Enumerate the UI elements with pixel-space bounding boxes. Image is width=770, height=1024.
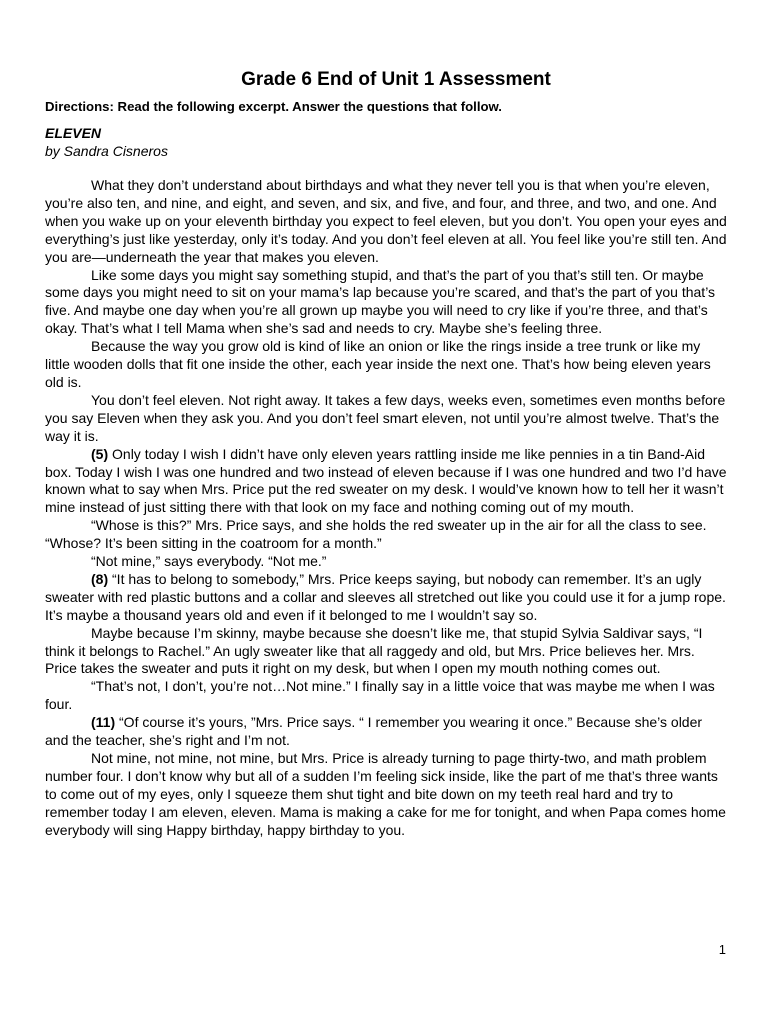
story-paragraph [45, 625, 727, 679]
story-paragraph [45, 571, 727, 625]
paragraph-text: “Of course it’s yours, ”Mrs. Price says. “ I remember you wearing it once.” Because she’s older and the teacher, she’s right and I’m not. [45, 714, 703, 749]
paragraph-text: Not mine, not mine, not mine, but Mrs. Price is already turning to page thirty-two, and math problem number four. I don’t know why but all of a sudden I’m feeling sick inside, like the part of me that’s three wants to come out of my eyes, only I squeeze them shut tight and bite down on my teeth real hard and try to remember today I am eleven, eleven. Mama is making a cake for me for tonight, and when Papa comes home everybody will sing Happy birthday, happy birthday to you. [45, 750, 726, 838]
story-paragraph [45, 267, 727, 339]
story-paragraph [45, 553, 727, 571]
paragraph-text: What they don’t understand about birthdays and what they never tell you is that when you’re eleven, you’re also ten, and nine, and eight, and seven, and six, and five, and four, and three, and two, and one. And when you wake up on your eleventh birthday you expect to feel eleven, but you don’t. You open your eyes and everything’s just like yesterday, only it’s today. And you don’t feel eleven at all. You feel like you’re still ten. And you are—underneath the year that makes you eleven. [45, 177, 727, 265]
directions: Directions: Read the following excerpt. Answer the questions that follow. [45, 99, 502, 114]
paragraph-text: Like some days you might say something stupid, and that’s the part of you that’s still ten. Or maybe some days you might need to sit on your mama’s lap because you’re scared, and that’s the part of you that’s five. And maybe one day when you’re all grown up maybe you will need to cry like if you’re three, and that’s okay. That’s what I tell Mama when she’s sad and needs to cry. Maybe she’s feeling three. [45, 266, 716, 337]
story-body [45, 177, 727, 840]
paragraph-text: Maybe because I’m skinny, maybe because she doesn’t like me, that stupid Sylvia Saldivar says, “I think it belongs to Rachel.” An ugly sweater like that all raggedy and old, but Mrs. Price believes her. Mrs. Price takes the sweater and puts it right on my desk, but when I open my mouth nothing comes out. [45, 624, 703, 677]
story-byline: by Sandra Cisneros [45, 143, 168, 159]
story-paragraph [45, 750, 727, 840]
paragraph-number: (5) [91, 445, 109, 462]
story-paragraph [45, 446, 727, 518]
paragraph-text: “It has to belong to somebody,” Mrs. Price keeps saying, but nobody can remember. It’s an ugly sweater with red plastic buttons and a collar and sleeves all stretched out like you could use it for a jump rope. It’s maybe a thousand years old and even if it belonged to me I wouldn’t say so. [45, 570, 726, 623]
story-paragraph [45, 714, 727, 750]
story-paragraph [45, 177, 727, 267]
paragraph-text: Only today I wish I didn’t have only eleven years rattling inside me like pennies in a tin Band-Aid box. Today I wish I was one hundred and two instead of eleven because if I was one hundred and two I’d have known what to say when Mrs. Price put the red sweater on my desk. I would’ve known how to tell her it wasn’t mine instead of just sitting there with that look on my face and nothing coming out of my mouth. [45, 445, 727, 516]
paragraph-number: (11) [91, 714, 116, 731]
paragraph-text: You don’t feel eleven. Not right away. It takes a few days, weeks even, sometimes even months before you say Eleven when they ask you. And you don’t feel smart eleven, not until you’re almost twelve. That’s the way it is. [45, 391, 726, 444]
story-paragraph [45, 338, 727, 392]
paragraph-text: “That’s not, I don’t, you’re not…Not mine.” I finally say in a little voice that was maybe me when I was four. [45, 678, 715, 713]
paragraph-text: “Not mine,” says everybody. “Not me.” [91, 553, 327, 570]
story-paragraph [45, 392, 727, 446]
story-paragraph [45, 517, 727, 553]
paragraph-text: “Whose is this?” Mrs. Price says, and she holds the red sweater up in the air for all the class to see. “Whose? It’s been sitting in the coatroom for a month.” [45, 517, 707, 552]
page-number: 1 [718, 942, 726, 957]
paragraph-text: Because the way you grow old is kind of like an onion or like the rings inside a tree trunk or like my little wooden dolls that fit one inside the other, each year inside the next one. That’s how being eleven years old is. [45, 338, 711, 390]
story-title: ELEVEN [45, 125, 102, 141]
document-page [45, 68, 727, 840]
page-title: Grade 6 End of Unit 1 Assessment [241, 69, 551, 90]
story-paragraph [45, 678, 727, 714]
paragraph-number: (8) [91, 570, 109, 587]
